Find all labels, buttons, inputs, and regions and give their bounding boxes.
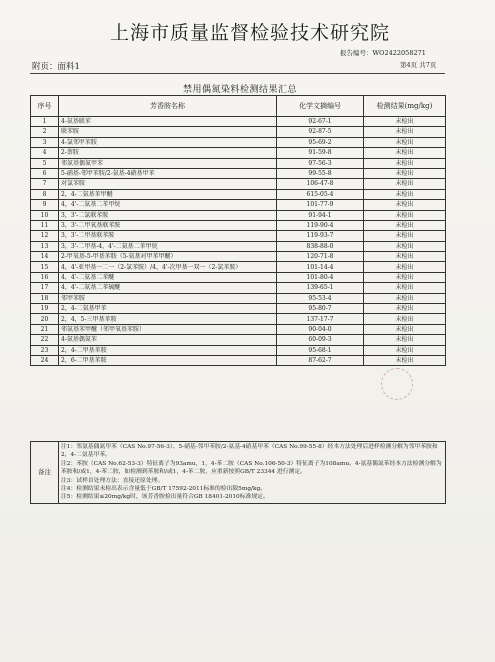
cas-number: 87-62-7 <box>277 355 364 365</box>
row-number: 18 <box>31 293 59 303</box>
cas-number: 106-47-8 <box>277 179 364 189</box>
test-result: 未检出 <box>364 117 446 127</box>
remarks-table <box>30 441 446 504</box>
row-number: 24 <box>31 355 59 365</box>
amine-name: 2，6-二甲基苯胺 <box>59 355 277 365</box>
amine-name: 邻甲苯胺 <box>59 293 277 303</box>
table-row <box>31 137 446 147</box>
note-line-3: 注3：试样首处理方法：直接还原处理。 <box>61 477 164 484</box>
cas-number: 95-68-1 <box>277 345 364 355</box>
row-number: 7 <box>31 179 59 189</box>
cas-number: 95-53-4 <box>277 293 364 303</box>
amine-name: 2，4-二氨基甲苯 <box>59 304 277 314</box>
amine-name: 4，4'-二氨基二苯甲烷 <box>59 200 277 210</box>
cas-number: 137-17-7 <box>277 314 364 324</box>
test-result: 未检出 <box>364 304 446 314</box>
table-row <box>31 272 446 282</box>
test-result: 未检出 <box>364 335 446 345</box>
amine-name: 3，3'-二甲氧基联苯胺 <box>59 220 277 230</box>
table-row <box>31 252 446 262</box>
amine-name: 邻氨基苯甲醚（邻甲氧基苯胺） <box>59 324 277 334</box>
cas-number: 139-65-1 <box>277 283 364 293</box>
table-row <box>31 262 446 272</box>
amine-name: 2，4，5-三甲基苯胺 <box>59 314 277 324</box>
table-row <box>31 168 446 178</box>
amine-name: 4，4'-亚甲基一二一（2-氯苯胺）/4，4'-次甲基一双一（2-氯苯胺） <box>59 262 277 272</box>
amine-name: 联苯胺 <box>59 127 277 137</box>
row-number: 15 <box>31 262 59 272</box>
test-result: 未检出 <box>364 283 446 293</box>
cas-number: 101-14-4 <box>277 262 364 272</box>
cas-number: 120-71-8 <box>277 252 364 262</box>
table-row <box>31 283 446 293</box>
test-result: 未检出 <box>364 168 446 178</box>
row-number: 23 <box>31 345 59 355</box>
cas-number: 119-93-7 <box>277 231 364 241</box>
amine-name: 4，4'-二氨基二苯醚 <box>59 272 277 282</box>
amine-name: 4-氨基联苯 <box>59 117 277 127</box>
test-result: 未检出 <box>364 127 446 137</box>
table-row <box>31 345 446 355</box>
institute-title: 上海市质量监督检验技术研究院 <box>109 22 390 44</box>
row-number: 6 <box>31 168 59 178</box>
page-number: 第4页 共7页 <box>400 61 437 69</box>
test-result: 未检出 <box>364 345 446 355</box>
amine-name: 3，3'-二氯联苯胺 <box>59 210 277 220</box>
table-header-row <box>31 96 446 117</box>
row-number: 19 <box>31 304 59 314</box>
table-row <box>31 241 446 251</box>
note-line-1: 注1：邻氨基偶氮甲苯（CAS No.97-56-3）、5-硝基-邻甲苯胺/2-氨基-4硝基甲苯（CAS No.99-55-8）经本方法处理后进样检测分解为邻甲苯胺和2，4-二氨基甲苯。 <box>61 444 438 459</box>
row-number: 17 <box>31 283 59 293</box>
row-number: 9 <box>31 200 59 210</box>
amine-name: 4-氯邻甲苯胺 <box>59 137 277 147</box>
row-number: 13 <box>31 241 59 251</box>
amine-name: 2，4-二甲基苯胺 <box>59 345 277 355</box>
test-result: 未检出 <box>364 158 446 168</box>
column-header-name: 芳香胺名称 <box>59 96 277 117</box>
table-row <box>31 189 446 199</box>
test-result: 未检出 <box>364 355 446 365</box>
table-row <box>31 314 446 324</box>
row-number: 1 <box>31 117 59 127</box>
test-result: 未检出 <box>364 220 446 230</box>
amine-name: 3，3'-二甲基-4，4'-二氨基二苯甲烷 <box>59 241 277 251</box>
test-result: 未检出 <box>364 231 446 241</box>
amine-name: 2，4-二氨基苯甲醚 <box>59 189 277 199</box>
table-row <box>31 158 446 168</box>
cas-number: 97-56-3 <box>277 158 364 168</box>
row-number: 11 <box>31 220 59 230</box>
amine-name: 3，3'-二甲基联苯胺 <box>59 231 277 241</box>
seal-stamp <box>381 368 413 400</box>
test-result: 未检出 <box>364 314 446 324</box>
table-row <box>31 117 446 127</box>
table-row <box>31 293 446 303</box>
cas-number: 92-67-1 <box>277 117 364 127</box>
row-number: 12 <box>31 231 59 241</box>
cas-number: 91-94-1 <box>277 210 364 220</box>
cas-number: 92-87-5 <box>277 127 364 137</box>
test-result: 未检出 <box>364 148 446 158</box>
amine-name: 4-氨基偶氮苯 <box>59 335 277 345</box>
amine-name: 5-硝基-邻甲苯胺/2-氨基-4硝基甲苯 <box>59 168 277 178</box>
cas-number: 119-90-4 <box>277 220 364 230</box>
cas-number: 60-09-3 <box>277 335 364 345</box>
cas-number: 95-80-7 <box>277 304 364 314</box>
test-result: 未检出 <box>364 200 446 210</box>
header-divider <box>30 73 445 74</box>
row-number: 3 <box>31 137 59 147</box>
cas-number: 99-55-8 <box>277 168 364 178</box>
table-row <box>31 179 446 189</box>
row-number: 22 <box>31 335 59 345</box>
test-result: 未检出 <box>364 189 446 199</box>
row-number: 10 <box>31 210 59 220</box>
test-result: 未检出 <box>364 210 446 220</box>
note-line-4: 注4：检测结果未检出表示含量低于GB/T 17592-2011标准的检出限5mg/kg。 <box>61 485 266 492</box>
table-row <box>31 231 446 241</box>
test-result: 未检出 <box>364 241 446 251</box>
table-row <box>31 210 446 220</box>
table-row <box>31 220 446 230</box>
remarks-row <box>31 442 446 504</box>
cas-number: 90-04-0 <box>277 324 364 334</box>
row-number: 8 <box>31 189 59 199</box>
amine-name: 2-甲氧基-5-甲基苯胺（5-氨基对甲苯甲醚） <box>59 252 277 262</box>
row-number: 16 <box>31 272 59 282</box>
column-header-result: 检测结果(mg/kg) <box>364 96 446 117</box>
table-title: 禁用偶氮染料检测结果汇总 <box>182 85 297 95</box>
cas-number: 615-05-4 <box>277 189 364 199</box>
column-header-cas: 化学文摘编号 <box>277 96 364 117</box>
cas-number: 838-88-0 <box>277 241 364 251</box>
test-result: 未检出 <box>364 272 446 282</box>
test-result: 未检出 <box>364 262 446 272</box>
amine-name: 2-萘胺 <box>59 148 277 158</box>
table-row <box>31 304 446 314</box>
amine-name: 邻氨基偶氮甲苯 <box>59 158 277 168</box>
row-number: 20 <box>31 314 59 324</box>
amine-name: 对氯苯胺 <box>59 179 277 189</box>
table-row <box>31 127 446 137</box>
test-result: 未检出 <box>364 252 446 262</box>
row-number: 2 <box>31 127 59 137</box>
cas-number: 95-69-2 <box>277 137 364 147</box>
test-result: 未检出 <box>364 324 446 334</box>
remarks-content <box>59 442 446 504</box>
cas-number: 101-80-4 <box>277 272 364 282</box>
test-result: 未检出 <box>364 137 446 147</box>
report-number: 报告编号：WO2422058271 <box>340 49 426 57</box>
row-number: 4 <box>31 148 59 158</box>
row-number: 21 <box>31 324 59 334</box>
test-result: 未检出 <box>364 179 446 189</box>
table-row <box>31 148 446 158</box>
cas-number: 101-77-9 <box>277 200 364 210</box>
amine-name: 4，4'-二氨基二苯硫醚 <box>59 283 277 293</box>
remarks-label: 备注 <box>31 442 59 504</box>
table-row <box>31 200 446 210</box>
cas-number: 91-59-8 <box>277 148 364 158</box>
table-body <box>31 117 446 366</box>
note-line-5: 注5：检测结果≤20mg/kg时，该芳香胺检出量符合GB 18401-2010标准规定。 <box>61 494 269 501</box>
test-result: 未检出 <box>364 293 446 303</box>
note-line-2: 注2：苯胺（CAS No.62-53-3）特征离子为93amu，1，4-苯二胺（CAS No.106-50-3）特征离子为108amu。4-氨基偶氮苯经本方法检测分解为苯胺和/或1，4-苯二胺，如检测到苯胺和/或1，4-苯二胺，应重新按照GB/T 23344 进行测定。 <box>61 460 442 476</box>
row-number: 5 <box>31 158 59 168</box>
azo-results-table <box>30 95 446 366</box>
table-row <box>31 335 446 345</box>
table-row <box>31 355 446 365</box>
column-header-no: 序号 <box>31 96 59 117</box>
row-number: 14 <box>31 252 59 262</box>
table-row <box>31 324 446 334</box>
annex-label: 附页：面料1 <box>32 62 80 72</box>
